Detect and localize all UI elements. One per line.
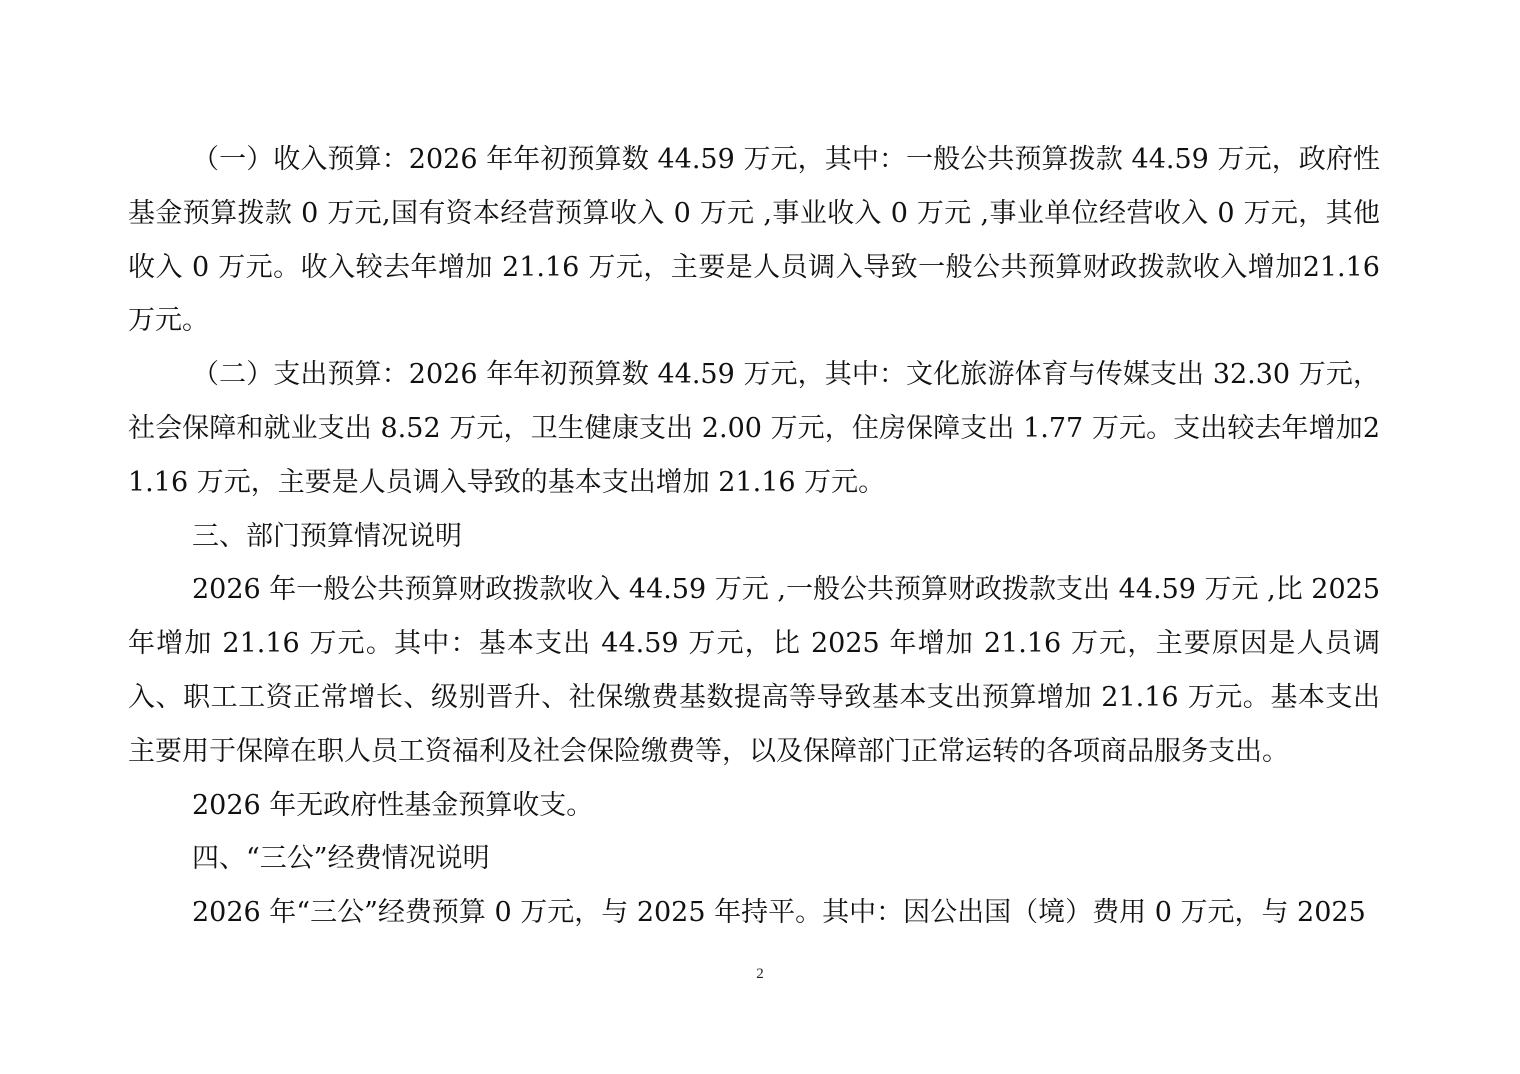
- general-budget-paragraph: 2026 年一般公共预算财政拨款收入 44.59 万元 ,一般公共预算财政拨款支出 44.59 万元 ,比 2025年增加 21.16 万元。其中：基本支出 44.59 万元，比 2025 年增加 21.16 万元，主要原因是人员调入、职工工资正常增长、级别晋升、社保缴费基数提高等导致基本支出预算增加 21.16 万元。基本支出主要用于保障在职人员工资福利及社会保险缴费等，以及保障部门正常运转的各项商品服务支出。: [128, 574, 1380, 767]
- section-three-heading: 三、部门预算情况说明: [192, 520, 462, 552]
- expenditure-budget-paragraph: （二）支出预算：2026 年年初预算数 44.59 万元，其中：文化旅游体育与传媒支出 32.30 万元，社会保障和就业支出 8.52 万元，卫生健康支出 2.00 万元，住房保障支出 1.77 万元。支出较去年增加21.16 万元，主要是人员调入导致的基本支出增加 21.16 万元。: [128, 359, 1380, 498]
- page-number: 2: [756, 966, 764, 982]
- income-budget-paragraph: （一）收入预算：2026 年年初预算数 44.59 万元，其中：一般公共预算拨款 44.59 万元，政府性基金预算拨款 0 万元,国有资本经营预算收入 0 万元 ,事业收入 0 万元 ,事业单位经营收入 0 万元，其他收入 0 万元。收入较去年增加 21.16 万元，主要是人员调入导致一般公共预算财政拨款收入增加21.16 万元。: [128, 144, 1380, 337]
- document-body: [128, 133, 1380, 940]
- gov-fund-budget-paragraph: 2026 年无政府性基金预算收支。: [192, 789, 594, 821]
- three-public-expenses-paragraph: 2026 年“三公”经费预算 0 万元，与 2025 年持平。其中：因公出国（境）费用 0 万元，与 2025: [192, 897, 1366, 929]
- section-four-heading: 四、“三公”经费情况说明: [192, 843, 490, 875]
